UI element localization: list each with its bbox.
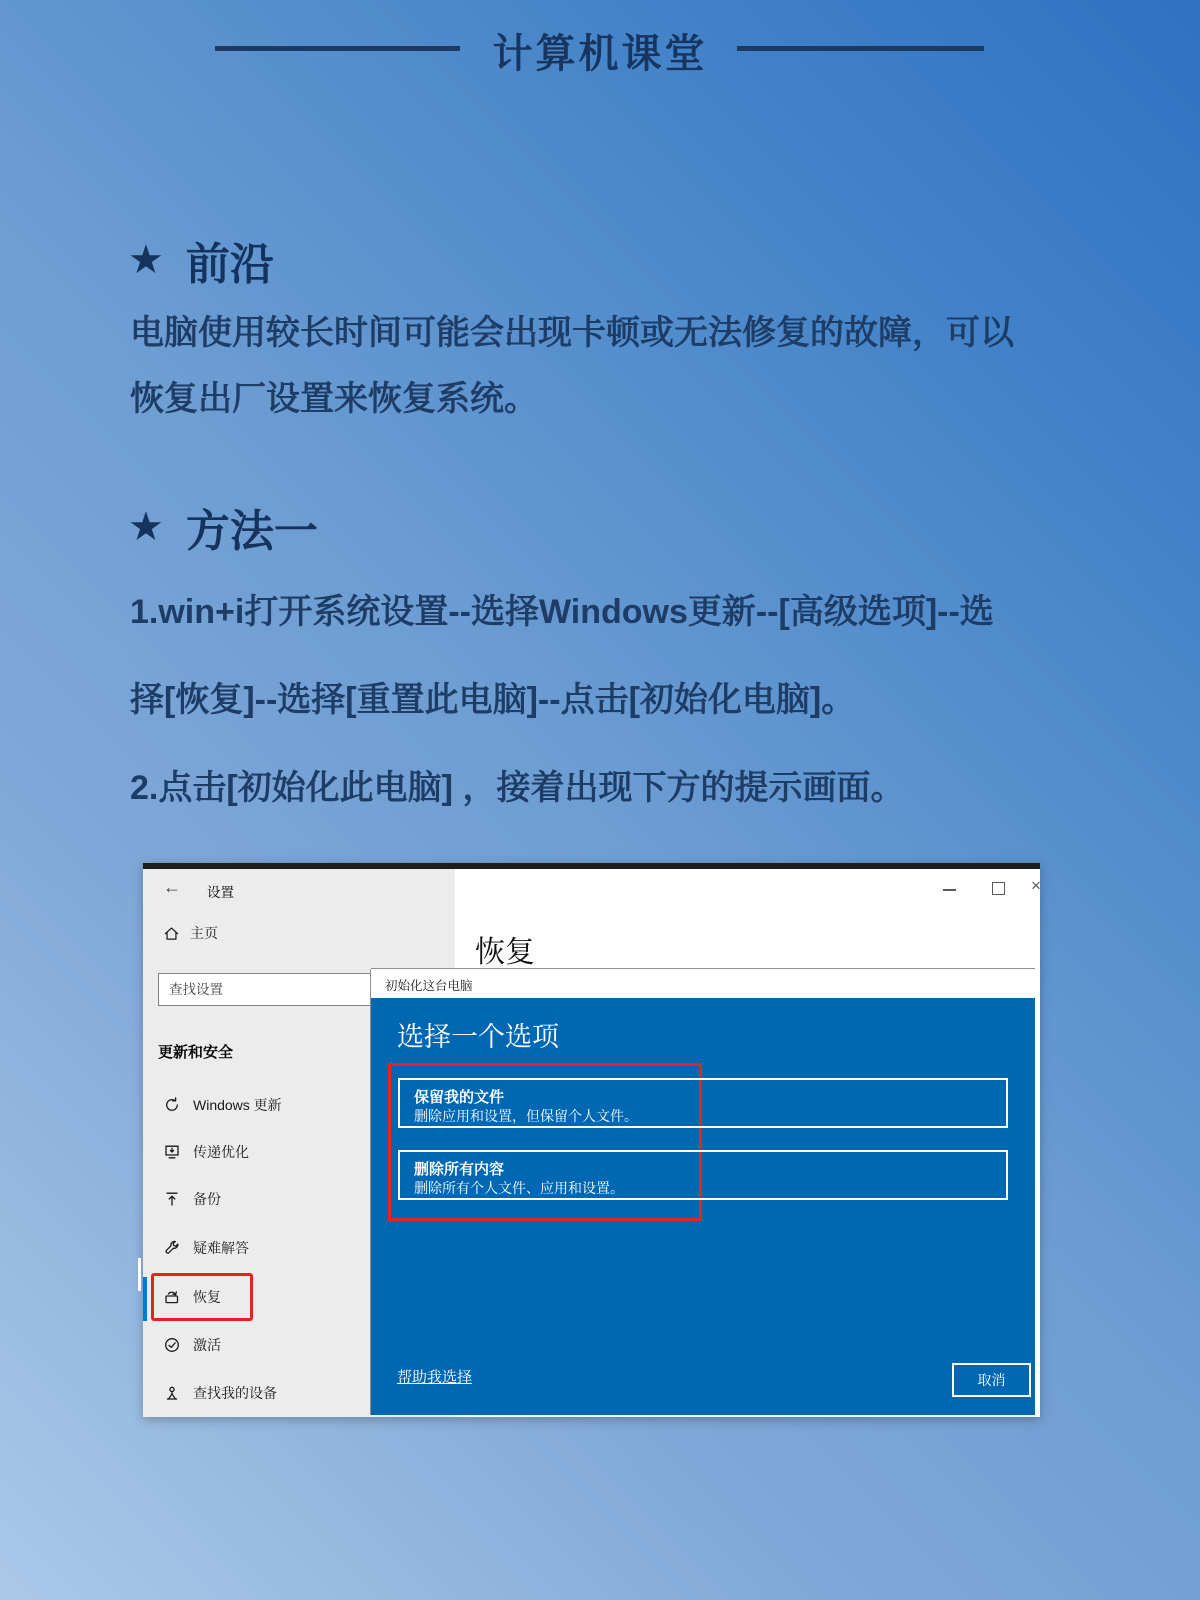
preface-body bbox=[130, 300, 1014, 432]
dialog-title: 初始化这台电脑 bbox=[385, 979, 473, 993]
option-desc: 删除所有个人文件、应用和设置。 bbox=[414, 1180, 624, 1196]
cancel-button[interactable]: 取消 bbox=[952, 1363, 1031, 1397]
star-icon: ★ bbox=[128, 238, 164, 282]
sidebar-item-home[interactable] bbox=[163, 923, 218, 943]
reset-pc-dialog bbox=[371, 969, 1035, 1415]
check-circle-icon bbox=[163, 1336, 181, 1354]
method-heading bbox=[128, 495, 318, 559]
option-title: 保留我的文件 bbox=[414, 1089, 505, 1106]
window-title: 设置 bbox=[207, 885, 234, 900]
find-device-icon bbox=[163, 1384, 181, 1402]
maximize-icon[interactable] bbox=[992, 882, 1005, 895]
option-remove-everything[interactable] bbox=[398, 1150, 1008, 1200]
step-line: 择[恢复]--选择[重置此电脑]--点击[初始化电脑]。 bbox=[130, 681, 856, 719]
preface-line: 恢复出厂设置来恢复系统。 bbox=[130, 380, 538, 418]
settings-page-title: 恢复 bbox=[475, 936, 535, 969]
help-me-choose-link[interactable]: 帮助我选择 bbox=[397, 1369, 473, 1386]
preface-line: 电脑使用较长时间可能会出现卡顿或无法修复的故障，可以 bbox=[130, 314, 1014, 352]
text-cursor-artifact bbox=[138, 1258, 141, 1291]
option-keep-my-files[interactable] bbox=[398, 1078, 1008, 1128]
sidebar-item-label: 恢复 bbox=[193, 1289, 221, 1305]
sidebar-section-label: 更新和安全 bbox=[158, 1044, 234, 1061]
back-arrow-icon[interactable]: ← bbox=[163, 877, 181, 897]
minimize-icon[interactable] bbox=[943, 889, 956, 891]
annotation-box-recovery bbox=[151, 1273, 253, 1321]
sidebar-item-label: 激活 bbox=[193, 1337, 221, 1353]
sidebar-item-label: Windows 更新 bbox=[193, 1097, 282, 1113]
method-heading-label: 方法一 bbox=[185, 507, 318, 556]
sidebar-item-label: 备份 bbox=[193, 1191, 221, 1207]
home-icon bbox=[163, 925, 180, 942]
delivery-optimization-icon bbox=[163, 1143, 181, 1161]
sidebar-item-label: 传递优化 bbox=[193, 1144, 249, 1160]
wrench-icon bbox=[163, 1239, 181, 1257]
close-icon[interactable]: × bbox=[1031, 876, 1041, 895]
sidebar-item-label: 查找我的设备 bbox=[193, 1385, 277, 1401]
method-steps bbox=[130, 568, 994, 832]
preface-heading bbox=[128, 228, 274, 292]
star-icon: ★ bbox=[128, 505, 164, 549]
preface-heading-label: 前沿 bbox=[185, 240, 274, 289]
sidebar-item-label: 疑难解答 bbox=[193, 1240, 249, 1256]
sync-icon bbox=[163, 1096, 181, 1114]
dialog-heading: 选择一个选项 bbox=[397, 1022, 559, 1052]
step-line: 1.win+i打开系统设置--选择Windows更新--[高级选项]--选 bbox=[130, 593, 994, 631]
option-title: 删除所有内容 bbox=[414, 1161, 505, 1178]
selected-item-accent bbox=[143, 1277, 147, 1321]
backup-icon bbox=[163, 1190, 181, 1208]
page-title: 计算机课堂 bbox=[492, 32, 708, 76]
title-rule-right bbox=[737, 46, 984, 51]
option-desc: 删除应用和设置，但保留个人文件。 bbox=[414, 1108, 638, 1124]
settings-window bbox=[143, 863, 1040, 1417]
sidebar-home-label: 主页 bbox=[190, 925, 218, 941]
step-line: 2.点击[初始化此电脑] ，接着出现下方的提示画面。 bbox=[130, 769, 905, 807]
